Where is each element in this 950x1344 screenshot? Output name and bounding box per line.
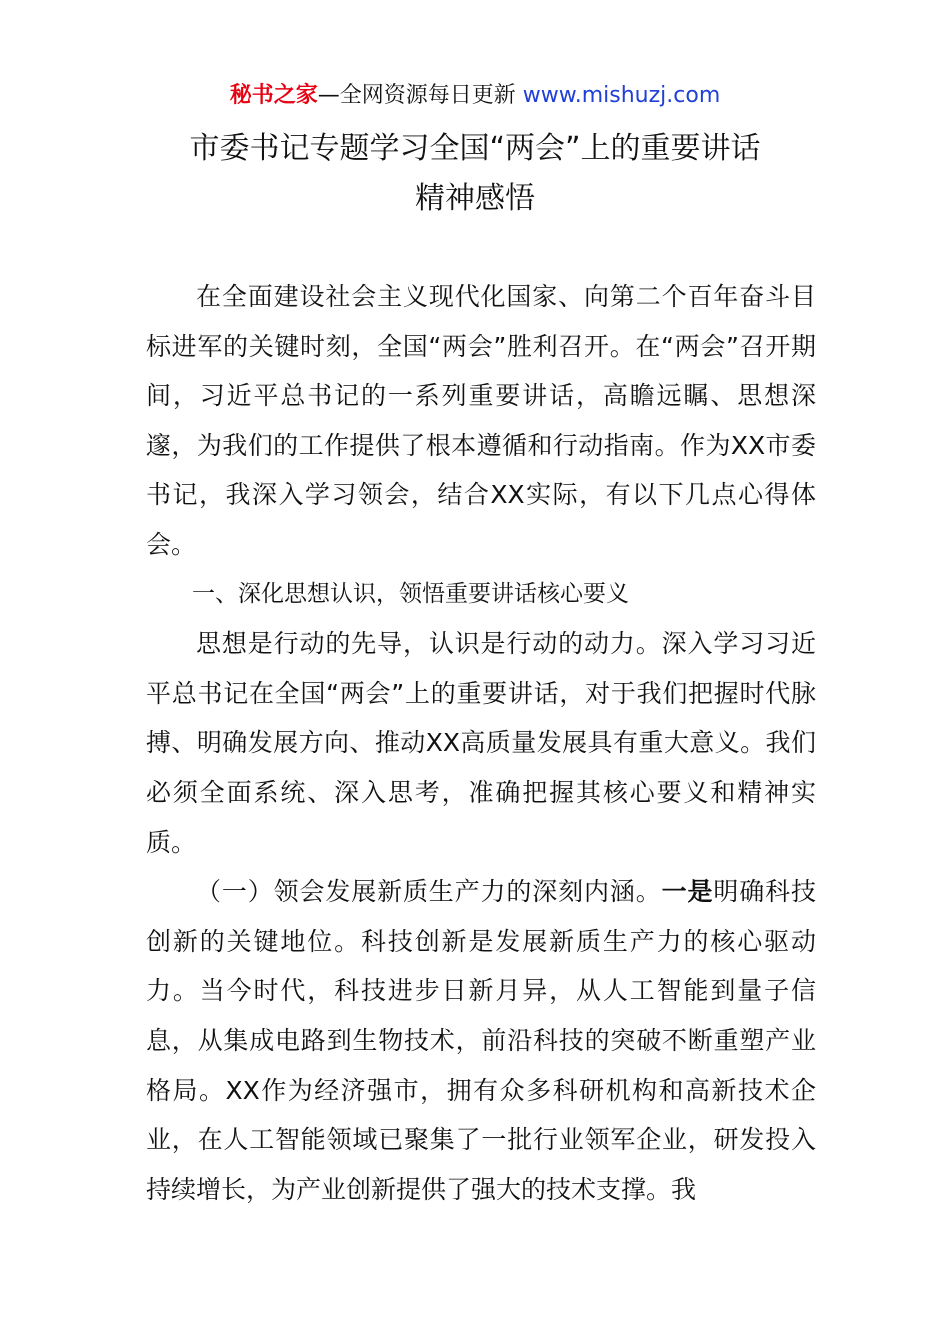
paragraph-intro: 在全面建设社会主义现代化国家、向第二个百年奋斗目标进军的关键时刻，全国“两会”胜利召开。在“两会”召开期间，习近平总书记的一系列重要讲话，高瞻远瞩、思想深邃，为我们的工作提供了根本遵循和行动指南。作为XX市委书记，我深入学习领会，结合XX实际，有以下几点心得体会。 (146, 282, 816, 559)
title-line-2: 精神感悟 (415, 181, 535, 216)
document-title (0, 124, 950, 224)
brand-name: 秘书之家 (229, 83, 318, 108)
title-line-1: 市委书记专题学习全国“两会”上的重要讲话 (189, 131, 761, 166)
paragraph-productivity-text: 明确科技创新的关键地位。科技创新是发展新质生产力的核心驱动力。当今时代，科技进步日新月异，从人工智能到量子信息，从集成电路到生物技术，前沿科技的突破不断重塑产业格局。XX作为经济强市，拥有众多科研机构和高新技术企业，在人工智能领域已聚集了一批行业领军企业，研发投入持续增长，为产业创新提供了强大的技术支撑。我 (146, 877, 816, 1204)
header-tagline: —全网资源每日更新 (317, 83, 523, 108)
section-heading-1: 一、深化思想认识，领悟重要讲话核心要义 (192, 580, 629, 607)
paragraph-thinking: 思想是行动的先导，认识是行动的动力。深入学习习近平总书记在全国“两会”上的重要讲话，对于我们把握时代脉搏、明确发展方向、推动XX高质量发展具有重大意义。我们必须全面系统、深入思考，准确把握其核心要义和精神实质。 (146, 629, 816, 857)
subsection-lead: （一）领会发展新质生产力的深刻内涵。 (196, 877, 662, 907)
site-link[interactable]: www.mishuzj.com (522, 83, 721, 108)
document-body (146, 272, 816, 1214)
site-header (0, 78, 950, 114)
paragraph-productivity (146, 867, 816, 1214)
point-marker-bold: 一是 (661, 877, 714, 907)
